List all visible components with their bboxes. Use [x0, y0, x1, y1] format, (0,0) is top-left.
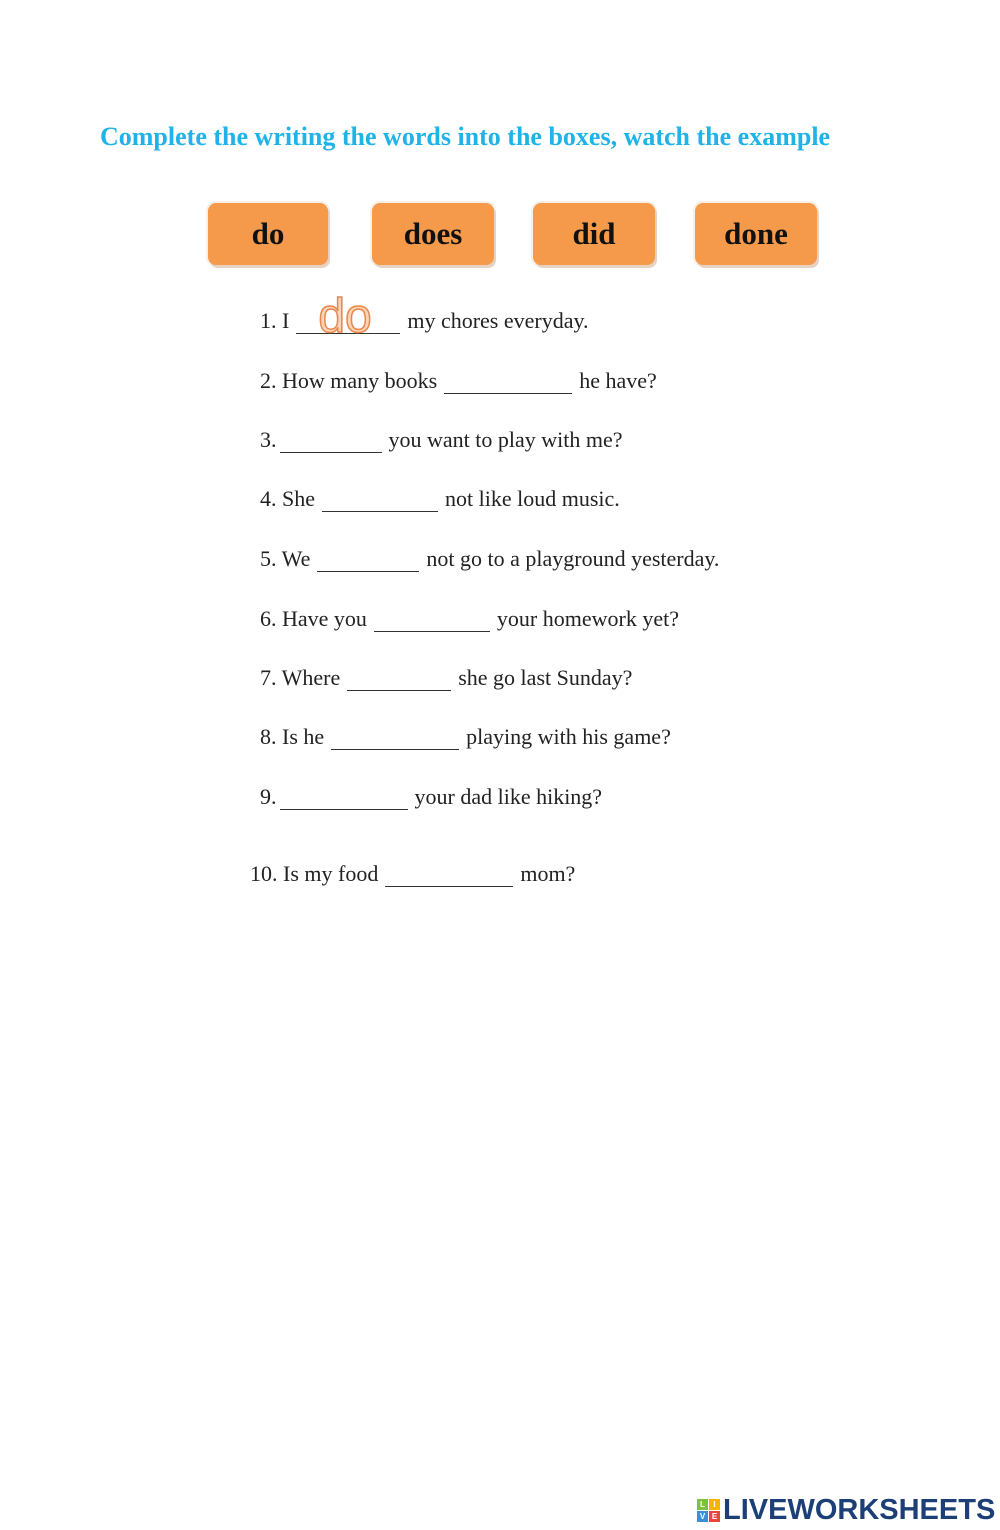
- question-3: [260, 427, 623, 453]
- question-1: [260, 290, 589, 343]
- question-text: your homework yet?: [496, 606, 679, 631]
- answer-blank[interactable]: [280, 787, 408, 810]
- question-text: mom?: [520, 861, 576, 886]
- question-6: [260, 606, 679, 632]
- answer-blank[interactable]: [444, 371, 572, 394]
- question-text: 3.: [260, 427, 277, 452]
- word-box-did[interactable]: did: [533, 203, 655, 265]
- question-text: not like loud music.: [445, 486, 620, 511]
- question-text: 6. Have you: [260, 606, 367, 631]
- question-text: 1. I: [260, 308, 290, 333]
- logo-cube: L: [697, 1499, 708, 1510]
- answer-blank[interactable]: [322, 489, 438, 512]
- answer-blank[interactable]: [347, 668, 451, 691]
- word-box-do[interactable]: do: [208, 203, 328, 265]
- question-7: [260, 665, 632, 691]
- word-box-done[interactable]: done: [695, 203, 817, 265]
- question-text: 9.: [260, 784, 277, 809]
- question-text: not go to a playground yesterday.: [426, 546, 720, 571]
- example-answer: do: [318, 290, 372, 343]
- question-2: [260, 368, 657, 394]
- logo-cube: V: [697, 1511, 708, 1522]
- question-text: he have?: [579, 368, 657, 393]
- question-text: my chores everyday.: [407, 308, 589, 333]
- answer-blank[interactable]: [385, 864, 513, 887]
- question-9: [260, 784, 602, 810]
- logo-cube: E: [709, 1511, 720, 1522]
- answer-blank[interactable]: [331, 727, 459, 750]
- answer-blank[interactable]: [317, 549, 419, 572]
- question-text: 8. Is he: [260, 724, 325, 749]
- question-text: 4. She: [260, 486, 315, 511]
- question-text: she go last Sunday?: [458, 665, 633, 690]
- question-10: [250, 861, 575, 887]
- question-5: [260, 546, 719, 572]
- question-text: 2. How many books: [260, 368, 438, 393]
- logo-text: LIVEWORKSHEETS: [723, 1494, 996, 1526]
- answer-blank[interactable]: [280, 430, 382, 453]
- question-8: [260, 724, 671, 750]
- logo-cube: I: [709, 1499, 720, 1510]
- question-text: 5. We: [260, 546, 311, 571]
- question-text: 7. Where: [260, 665, 341, 690]
- instruction-heading: Complete the writing the words into the boxes, watch the example: [100, 122, 831, 151]
- answer-blank[interactable]: [374, 609, 490, 632]
- question-text: your dad like hiking?: [414, 784, 603, 809]
- question-4: [260, 486, 620, 512]
- logo-cubes-icon: [697, 1499, 720, 1522]
- liveworksheets-logo: [697, 1494, 995, 1527]
- word-box-does[interactable]: does: [372, 203, 494, 265]
- question-text: you want to play with me?: [388, 427, 623, 452]
- answer-blank[interactable]: [296, 290, 400, 343]
- question-text: 10. Is my food: [250, 861, 379, 886]
- question-text: playing with his game?: [466, 724, 671, 749]
